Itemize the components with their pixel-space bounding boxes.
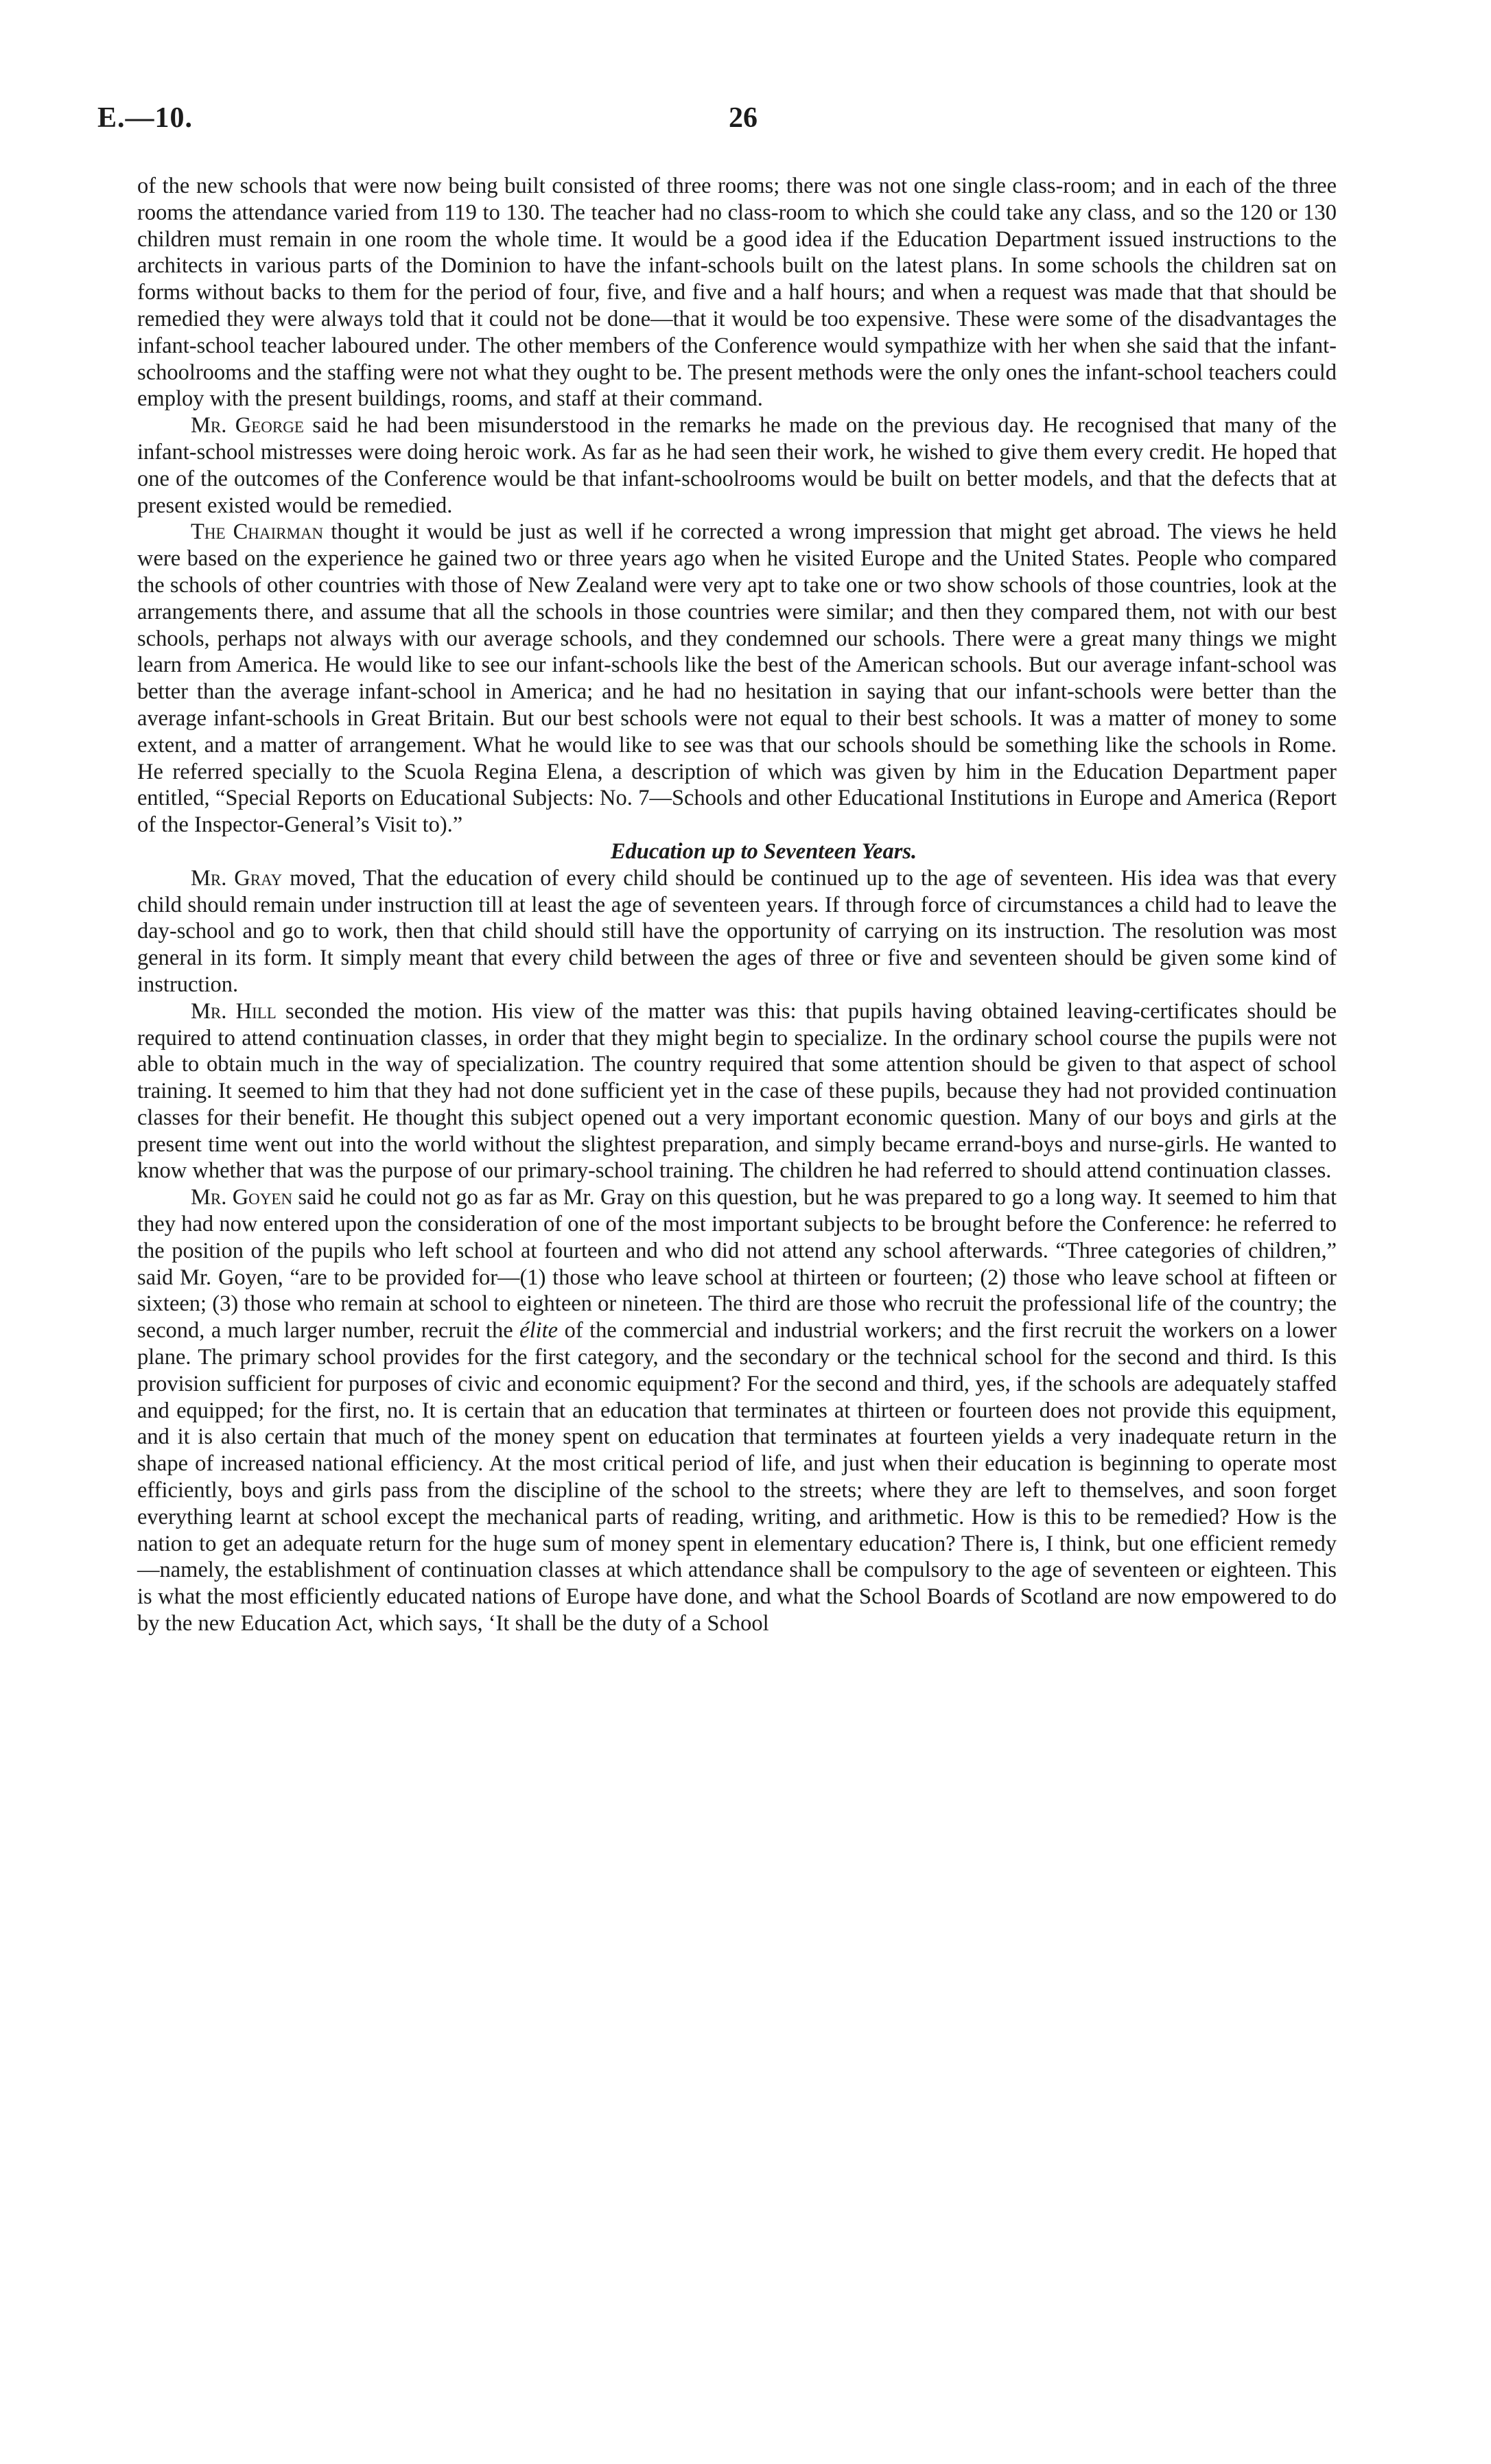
section-heading: Education up to Seventeen Years.	[610, 838, 917, 864]
paragraph-text: said he could not go as far as Mr. Gray on this question, but he was prepared to go a long way. It seemed to him that they had now entered upon the consideration of one of the most important subjects to be brought before the Conference: he referred to the position of the pupils who left school at fourteen and who did not attend any school afterwards. “Three categories of children,” said Mr. Goyen, “are to be provided for—(1) those who leave school at thirteen or fourteen; (2) those who leave school at fifteen or sixteen; (3) those who remain at school to eighteen or nineteen. The third are those who recruit the professional life of the country; the second, a much larger number, recruit the	[137, 1185, 1337, 1344]
page-header	[97, 102, 1357, 143]
document-reference: E.—10.	[97, 102, 193, 134]
italic-term: élite	[519, 1318, 559, 1344]
paragraph-text: of the commercial and industrial workers; and the first recruit the workers on a lower plane. The primary school provides for the first category, and the secondary or the technical school for the second and third. Is this provision sufficient for purposes of civic and economic equipment? For the second and third, yes, if the schools are adequately staffed and equipped; for the first, no. It is certain that an education that terminates at thirteen or fourteen does not provide this equipment, and it is also certain that much of the money spent on education that terminates at fourteen yields a very inadequate return in the shape of increased national efficiency. At the most critical period of life, and just when their education is beginning to operate most efficiently, boys and girls pass from the discipline of the school to the streets; where they are left to themselves, and soon forget everything learnt at school except the mechanical parts of reading, writing, and arithmetic. How is this to be remedied? How is the nation to get an adequate return for the huge sum of money spent in elementary education? There is, I think, but one efficient remedy—namely, the establishment of continuation classes at which attendance shall be compulsory to the age of seventeen or eighteen. This is what the most efficiently educated nations of Europe have done, and what the School Boards of Scotland are now empowered to do by the new Education Act, which says, ‘It shall be the duty of a School	[137, 1318, 1337, 1636]
paragraph-continuation: of the new schools that were now being built consisted of three rooms; there was not one single class-room; and in each of the three rooms the attendance varied from 119 to 130. The teacher had no class-room to which she could take any class, and so the 120 or 130 children must remain in one room the whole time. It would be a good idea if the Education Department issued instructions to the architects in various parts of the Dominion to have the infant-schools built on the latest plans. In some schools the children sat on forms without backs to them for the period of four, five, and five and a half hours; and when a request was made that that should be remedied they were always told that it could not be done—that it would be too expensive. These were some of the disadvantages the infant-school teacher laboured under. The other members of the Conference would sympathize with her when she said that the infant-schoolrooms and the staffing were not what they ought to be. The present methods were the only ones the infant-school teachers could employ with the present buildings, rooms, and staff at their command.	[137, 174, 1337, 412]
speaker-name: Mr. Goyen	[191, 1185, 293, 1210]
paragraph-george	[137, 412, 1337, 519]
paragraph-text: said he had been misunderstood in the remarks he made on the previous day. He recognised that many of the infant-school mistresses were doing heroic work. As far as he had seen their work, he wished to give them every credit. He hoped that one of the outcomes of the Conference would be that infant-schoolrooms would be built on better models, and that the defects that at present existed would be remedied.	[137, 413, 1337, 518]
speaker-name: The Chairman	[191, 519, 324, 545]
speaker-name: Mr. George	[191, 413, 304, 438]
speaker-name: Mr. Gray	[191, 865, 283, 891]
paragraph-text: thought it would be just as well if he corrected a wrong impression that might get abroad. The views he held were based on the experience he gained two or three years ago when he visited Europe and the United States. People who compared the schools of other countries with those of New Zealand were very apt to take one or two show schools of those countries, look at the arrangements there, and assume that all the schools in those countries were similar; and then they compared them, not with our best schools, perhaps not always with our average schools, and they condemned our schools. There were a great many things we might learn from America. He would like to see our infant-schools like the best of the American schools. But our average infant-school was better than the average infant-school in America; and he had no hesitation in saying that our infant-schools were better than the average infant-schools in Great Britain. But our best schools were not equal to their best schools. It was a matter of money to some extent, and a matter of arrangement. What he would like to see was that our schools should be something like the schools in Rome. He referred specially to the Scuola Regina Elena, a description of which was given by him in the Education Department paper entitled, “Special Reports on Educational Subjects: No. 7—Schools and other Educational Institutions in Europe and America (Report of the Inspector-General’s Visit to).”	[137, 519, 1337, 838]
body-text	[137, 173, 1337, 1637]
paragraph-text: moved, That the education of every child should be continued up to the age of seventeen. His idea was that every child should remain under instruction till at least the age of seventeen years. If through force of circumstances a child had to leave the day-school and go to work, then that child should still have the opportunity of carrying on its instruction. The resolution was most general in its form. It simply meant that every child between the ages of three or five and seventeen should be given some kind of instruction.	[137, 865, 1337, 997]
paragraph-goyen	[137, 1184, 1337, 1637]
paragraph-text: seconded the motion. His view of the matter was this: that pupils having obtained leaving-certificates should be required to attend continuation classes, in order that they might begin to specialize. In the ordinary school course the pupils were not able to obtain much in the way of specialization. The country required that some attention should be given to that aspect of school training. It seemed to him that they had not done sufficient yet in the case of these pupils, because they had not provided continuation classes for their benefit. He thought this subject opened out a very important economic question. Many of our boys and girls at the present time went out into the world without the slightest preparation, and simply became errand-boys and nurse-girls. He wanted to know whether that was the purpose of our primary-school training. The children he had referred to should attend continuation classes.	[137, 998, 1337, 1184]
paragraph-hill	[137, 998, 1337, 1185]
speaker-name: Mr. Hill	[191, 998, 277, 1024]
page-number: 26	[729, 102, 758, 134]
paragraph-gray	[137, 865, 1337, 998]
paragraph-chairman	[137, 519, 1337, 838]
